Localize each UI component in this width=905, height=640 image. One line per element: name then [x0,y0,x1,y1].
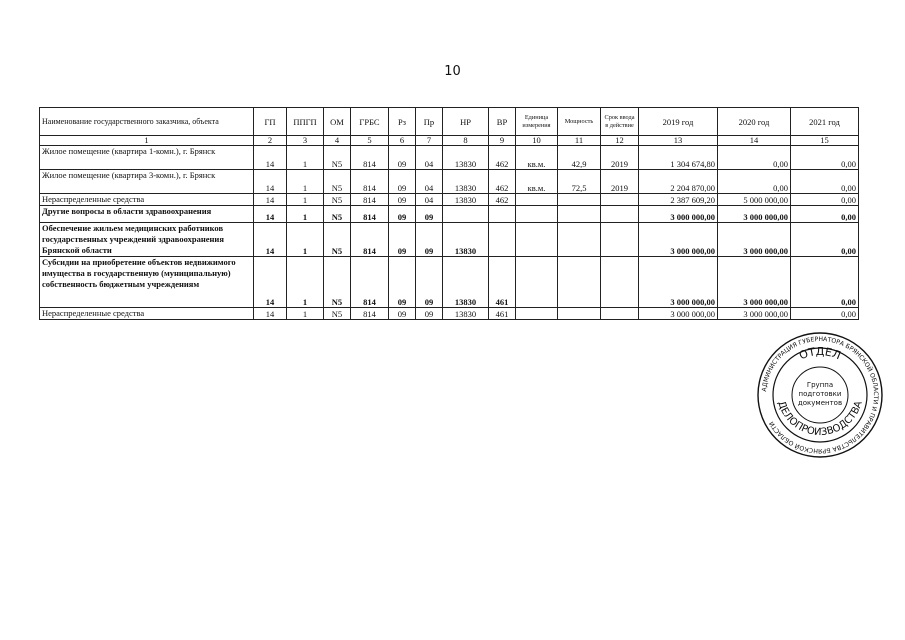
table-cell-gp: 14 [254,146,287,170]
table-cell-gp: 14 [254,170,287,194]
table-cell-vr: 461 [489,257,516,308]
table-cell-unit [516,194,558,206]
table-cell-unit [516,206,558,223]
column-number: 14 [718,136,791,146]
table-cell-ppgp: 1 [287,308,324,320]
table-cell-pr: 09 [416,308,443,320]
table-cell-y2020: 3 000 000,00 [718,308,791,320]
table-cell-nr [443,206,489,223]
table-cell-gp: 14 [254,257,287,308]
table-cell-y2021: 0,00 [791,206,859,223]
stamp-center-line: Группа [806,381,834,389]
stamp-top-text: ОТДЕЛ [797,344,843,363]
table-cell-y2021: 0,00 [791,223,859,257]
table-cell-y2021: 0,00 [791,308,859,320]
column-number: 9 [489,136,516,146]
table-cell-y2020: 3 000 000,00 [718,223,791,257]
table-cell-om: N5 [324,257,351,308]
table-cell-y2019: 1 304 674,80 [639,146,718,170]
table-cell-y2020: 0,00 [718,170,791,194]
table-cell-grbs: 814 [351,170,389,194]
table-cell-name: Субсидии на приобретение объектов недвижимого имущества в государственную (муниципальную) собственность бюджетным учреждениям [40,257,254,308]
table-cell-grbs: 814 [351,223,389,257]
table-cell-rz: 09 [389,223,416,257]
header-cell-gp: ГП [254,108,287,136]
table-cell-vr: 462 [489,194,516,206]
header-row [40,108,859,136]
table-cell-gp: 14 [254,223,287,257]
column-number: 12 [601,136,639,146]
table-row [40,194,859,206]
column-number: 11 [558,136,601,146]
table-cell-om: N5 [324,206,351,223]
table-cell-grbs: 814 [351,206,389,223]
table-cell-capacity [558,223,601,257]
header-cell-om: ОМ [324,108,351,136]
table-row [40,257,859,308]
header-cell-unit: Единица измерения [516,108,558,136]
table-cell-gp: 14 [254,308,287,320]
column-number: 4 [324,136,351,146]
column-number: 5 [351,136,389,146]
table-cell-y2020: 5 000 000,00 [718,194,791,206]
table-cell-pr: 09 [416,206,443,223]
table-cell-vr: 462 [489,146,516,170]
header-cell-commissioning: Срок ввода в действие [601,108,639,136]
table-cell-commissioning: 2019 [601,170,639,194]
table-cell-rz: 09 [389,308,416,320]
column-number: 6 [389,136,416,146]
table-cell-om: N5 [324,223,351,257]
table-cell-commissioning [601,223,639,257]
table-cell-pr: 04 [416,194,443,206]
table-cell-commissioning [601,308,639,320]
table-cell-unit [516,223,558,257]
header-cell-grbs: ГРБС [351,108,389,136]
table-cell-pr: 09 [416,257,443,308]
table-cell-rz: 09 [389,206,416,223]
office-stamp [755,330,885,460]
header-cell-name: Наименование государственного заказчика, объекта [40,108,254,136]
column-number: 13 [639,136,718,146]
column-number: 7 [416,136,443,146]
table-cell-y2019: 3 000 000,00 [639,223,718,257]
table-cell-ppgp: 1 [287,194,324,206]
table-row [40,170,859,194]
table-cell-vr [489,206,516,223]
stamp-center-line: подготовки [798,390,842,398]
table-cell-y2019: 2 204 870,00 [639,170,718,194]
budget-table [39,107,859,320]
table-cell-y2019: 3 000 000,00 [639,257,718,308]
table-cell-pr: 09 [416,223,443,257]
table-cell-om: N5 [324,194,351,206]
table-cell-pr: 04 [416,146,443,170]
table-cell-unit [516,257,558,308]
header-cell-2021: 2021 год [791,108,859,136]
header-cell-2019: 2019 год [639,108,718,136]
table-cell-nr: 13830 [443,257,489,308]
table-cell-rz: 09 [389,170,416,194]
table-cell-rz: 09 [389,257,416,308]
table-cell-vr: 462 [489,170,516,194]
table-cell-gp: 14 [254,206,287,223]
table-cell-vr [489,223,516,257]
table-cell-nr: 13830 [443,170,489,194]
table-cell-y2021: 0,00 [791,146,859,170]
header-cell-nr: НР [443,108,489,136]
column-number: 3 [287,136,324,146]
table-cell-ppgp: 1 [287,146,324,170]
table-cell-ppgp: 1 [287,170,324,194]
stamp-center-line: документов [797,399,843,407]
column-number: 15 [791,136,859,146]
table-cell-rz: 09 [389,194,416,206]
table-cell-ppgp: 1 [287,223,324,257]
table-cell-name: Нераспределенные средства [40,194,254,206]
table-cell-capacity [558,194,601,206]
table-cell-grbs: 814 [351,257,389,308]
table-cell-grbs: 814 [351,146,389,170]
table-cell-name: Нераспределенные средства [40,308,254,320]
table-cell-ppgp: 1 [287,257,324,308]
table-cell-gp: 14 [254,194,287,206]
table-cell-y2020: 3 000 000,00 [718,257,791,308]
table-cell-unit: кв.м. [516,146,558,170]
table-cell-vr: 461 [489,308,516,320]
table-cell-y2020: 0,00 [718,146,791,170]
table-cell-om: N5 [324,308,351,320]
column-number: 10 [516,136,558,146]
column-number: 8 [443,136,489,146]
table-cell-pr: 04 [416,170,443,194]
header-cell-pr: Пр [416,108,443,136]
table-cell-capacity [558,206,601,223]
table-cell-y2021: 0,00 [791,194,859,206]
stamp-outer-text: АДМИНИСТРАЦИЯ ГУБЕРНАТОРА БРЯНСКОЙ ОБЛАСТИ И ПРАВИТЕЛЬСТВА БРЯНСКОЙ ОБЛАСТИ [761,335,880,455]
page-number: 10 [444,64,461,79]
table-cell-unit [516,308,558,320]
table-cell-om: N5 [324,146,351,170]
table-cell-commissioning [601,257,639,308]
column-number-row [40,136,859,146]
table-cell-ppgp: 1 [287,206,324,223]
table-cell-y2020: 3 000 000,00 [718,206,791,223]
table-cell-name: Жилое помещение (квартира 3-комн.), г. Брянск [40,170,254,194]
table-cell-nr: 13830 [443,146,489,170]
column-number: 2 [254,136,287,146]
table-cell-nr: 13830 [443,194,489,206]
table-cell-capacity [558,308,601,320]
table-cell-name: Жилое помещение (квартира 1-комн.), г. Брянск [40,146,254,170]
table-cell-nr: 13830 [443,308,489,320]
column-number: 1 [40,136,254,146]
header-cell-vr: ВР [489,108,516,136]
table-cell-capacity [558,257,601,308]
header-cell-ppgp: ППГП [287,108,324,136]
table-row [40,308,859,320]
table-cell-capacity: 42,9 [558,146,601,170]
table-cell-grbs: 814 [351,194,389,206]
header-cell-2020: 2020 год [718,108,791,136]
table-cell-y2021: 0,00 [791,170,859,194]
table-cell-y2021: 0,00 [791,257,859,308]
table-body [40,146,859,320]
table-cell-capacity: 72,5 [558,170,601,194]
header-cell-capacity: Мощность [558,108,601,136]
table-cell-commissioning [601,194,639,206]
table-cell-commissioning: 2019 [601,146,639,170]
table-cell-om: N5 [324,170,351,194]
table-cell-y2019: 3 000 000,00 [639,206,718,223]
table-cell-name: Другие вопросы в области здравоохранения [40,206,254,223]
table-cell-unit: кв.м. [516,170,558,194]
table-cell-name: Обеспечение жильем медицинских работников государственных учреждений здравоохранения Брянской области [40,223,254,257]
table-cell-nr: 13830 [443,223,489,257]
table-cell-commissioning [601,206,639,223]
table-row [40,206,859,223]
table-cell-y2019: 3 000 000,00 [639,308,718,320]
table-cell-grbs: 814 [351,308,389,320]
header-cell-rz: Рз [389,108,416,136]
stamp-bottom-text: ДЕЛОПРОИЗВОДСТВА [775,399,865,439]
table-row [40,223,859,257]
table-cell-rz: 09 [389,146,416,170]
table-cell-y2019: 2 387 609,20 [639,194,718,206]
table-row [40,146,859,170]
